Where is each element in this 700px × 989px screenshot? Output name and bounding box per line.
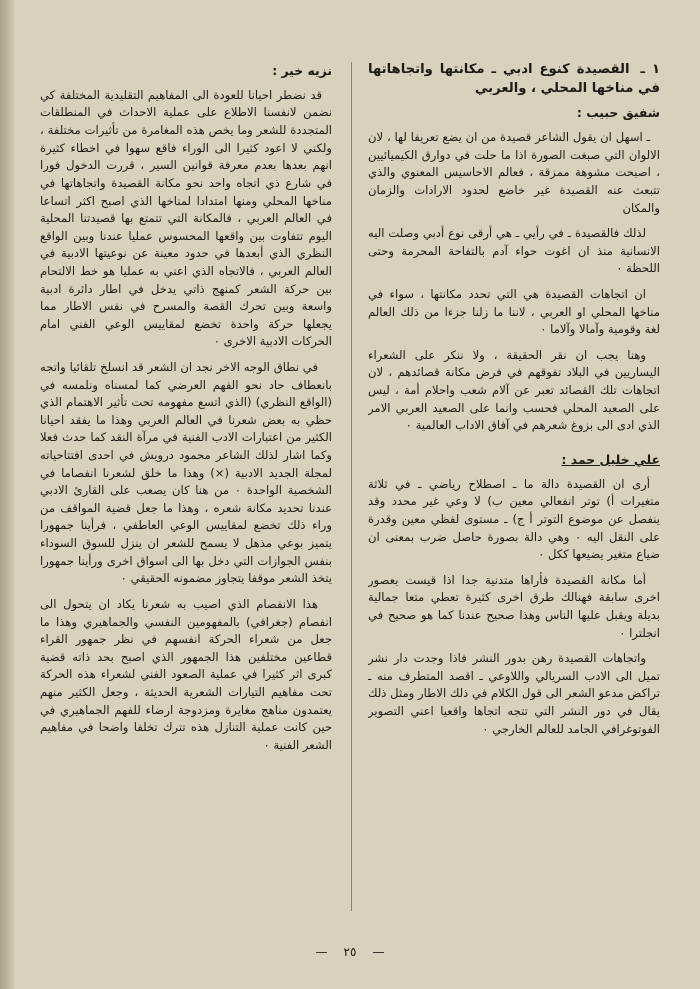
paragraph: ان اتجاهات القصيدة هي التي تحدد مكانتها ، سواء في مناخها المحلي او العربي ، لاننا ما زلنا جزءا من ذلك العالم لغة وقومية وآمالا وآلاما ٠ xyxy=(368,287,660,337)
paragraph: قد نضطر احيانا للعودة الى المفاهيم التقليدية المختلفة كي نضمن لانفسنا الاطلاع على عملية الاحداث في المنطلقات المتجددة للشعر وما يخص هذه المغامرة من تأثيرات مختلفة ، ولكني لا اعود كثيرا الى الوراء فاقع سهوا في اخطاء كثيرة انهم بعدها بعدم معرفة قوانين السير ، قررت الدخول فورا في شارع ذي اتجاه واحد نحو مكانة القصيدة واتجاهاتها في مناخها المحلي ومنها امتدادا لمناخها الذي اصبح اكثر اتساعا في العالم العربي ، فالمكانة التي تتمتع بها قصيدتنا المحلية اليوم تتفاوت بين واقعها المحسوس عمليا عندنا وبين الواقع النظري الذي أبعدها في حدود معينة عن نوعيتها الادبية في العالم العربي ، فالاتجاه الذي اعني به عمليا هو خط الالتحام بين حركة الشعر كمنهج ذاتي يدخل في اطار دائرة ادبية واسعة وبين تحرك القصة والمسرح في نفس الاطار مما يجعلها حركة واحدة تخضع لمقاييس الوعي الفني امام الحركات الادبية الاخرى ٠ xyxy=(40,87,332,349)
page-number-dash-right: — xyxy=(315,945,328,959)
heading-title: القصيدة كنوع ادبي ـ مكانتها واتجاهاتها في مناخها المحلي ، والعربي xyxy=(368,62,660,97)
paragraph: ـ اسهل ان يقول الشاعر قصيدة من ان يضع تعريفا لها ، لان الالوان التي صبغت الصورة اذا ما حلت في دوارق الكيميائيين ، اصبحت مشوهة ممزقة ، فعالم الاحاسيس المعنوي والذي تتبعث عنه القصيدة غير خاضع لحدود الارادات والزمان والمكان xyxy=(368,130,660,215)
paragraph: أما مكانة القصيدة فأراها متدنية جدا اذا قيست بعصور اخرى سابقة فهنالك طرق اخرى كثيرة تعطي متعا جمالية بديلة ويقبل عليها الناس وهذا صحيح عندنا كما هو صحيح في انجلترا ٠ xyxy=(368,572,660,640)
author-shafiq-habib: شفيق حبيب : xyxy=(576,105,660,121)
author-nazih-khair: نزيه خير : xyxy=(272,63,332,78)
paragraph: واتجاهات القصيدة رهن بدور النشر فاذا وجدت دار نشر تميل الى الادب السريالي واللاوعي ـ اقصد المتطرف منه ـ تراكض مدعو الشعر الى قول الكلام في ذلك الاطار ومثل ذلك يقال في دور النشر التي تتجه اتجاها واقعيا اعني التصوير الفوتوغرافي الجامد للعالم الخارجي ٠ xyxy=(368,651,660,736)
section-gap xyxy=(368,443,660,449)
article-heading xyxy=(368,60,660,98)
column-divider xyxy=(351,62,352,911)
paragraph: في نطاق الوجه الاخر نجد ان الشعر قد انسلخ تلقائيا واتجه بانعطاف حاد نحو الفهم العرضي كما لمسناه ونلمسه في (الواقع النظري) (الذي اتسع مفهومه تحت تأثير الاهتمام الذي حظي به بعض شعرنا في العالم العربي وهذا ما يفقد احيانا الكثير من اعتبارات الادب الفنية في مرآة النقد كما حدث فعلا وكما اشار لذلك الشاعر محمود درويش في احدى افتتاحياته لمجلة الجديد الادبية (×) وهذا ما خلق لشعرنا انفصاما في الشخصية الواحدة ٠ من هنا كان يصعب على القارئ الادبي عندنا تحديد مكانة شعره ، وهذا ما جعل قضية المواقف من وراء ذلك تخضع لمقاييس الوعي العاطفي ، فرأينا جمهورا يتميز بوعي مذهل لا يسمح للشعر ان ينزل للسوق السوداء بنفس الجوازات التي دخل بها الى اسواق اخرى ورأينا جمهورا يتخذ الشعر موقفا يتجاوز مضمونه الحقيقي ٠ xyxy=(40,359,332,586)
paragraph: أرى ان القصيدة دالة ما ـ اصطلاح رياضي ـ في ثلاثة متغيرات أ) توتر انفعالي معين ب) لا وعي غير محدد وقد ينفصل عن موضوع التوتر أ ج) ـ مستوى لفظي معين وقدرة على النقل اليه ٠ وهي دالة بصورة حاصل ضرب بمعنى ان ضياع متغير يضيعها ككل ٠ xyxy=(368,476,660,562)
left-column xyxy=(40,60,332,919)
binding-shadow xyxy=(0,0,14,989)
heading-number: ١ ـ xyxy=(640,62,660,77)
page-number-dash-left: — xyxy=(372,945,385,959)
paragraph: وهنا يجب ان نقر الحقيقة ، ولا ننكر على الشعراء اليساريين في البلاد تفوقهم في فرض مكانة قصائدهم ، لان اتجاهات تلك القصائد تعبر عن آلام شعب واحلام أمة ، ليس على الصعيد المحلي فحسب وانما على الصعيد العربي الامر الذي ادى الى بزوغ شعرهم في آفاق الاداب العالمية ٠ xyxy=(368,347,660,433)
page-number xyxy=(0,945,700,959)
right-column xyxy=(368,60,660,919)
paragraph: لذلك فالقصيدة ـ في رأيي ـ هي أرقى نوع أدبي وصلت اليه الانسانية منذ ان اغوت حواء آدم بالتفاحة المحرمة وحتى اللحظة ٠ xyxy=(368,226,660,276)
author-ali-khalil-hamad: علي خليل حمد : xyxy=(561,451,660,467)
page-number-value: ٢٥ xyxy=(343,945,357,959)
paragraph: هذا الانفصام الذي اصيب به شعرنا يكاد ان يتحول الى انفصام (جغرافي) بالمفهومين النفسي والجماهيري وهذا ما جعل من شعراء الحركة انفسهم في نظر جمهور القراء قطاعين مختلفين هذا الجمهور الذي اصبح بحد ذاته قضية كبرى اثر كثيرا في عملية الصعود الفني لشعراء هذه الحركة تحت مفاهيم التيارات الشعرية الحديثة ، وجعل الكثير منهم يعتمدون مناهج مغايرة ومزدوجة ارضاء للفهم الجماهيري في حين كانت عملية التنازل هذه تترك تخلفا واضحا في مفاهيم الشعر الفنية ٠ xyxy=(40,596,332,752)
